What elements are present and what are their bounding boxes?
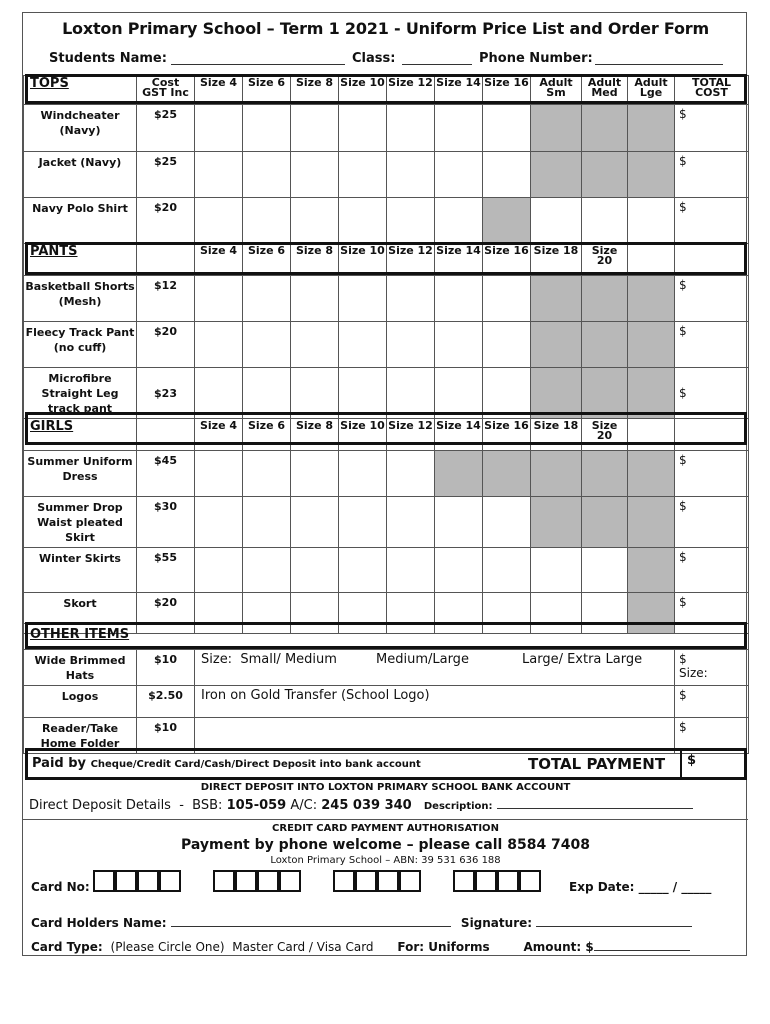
item-total[interactable]: $	[675, 718, 749, 754]
table-row	[24, 198, 749, 244]
other-items-table	[23, 623, 749, 754]
order-form	[22, 12, 747, 956]
table-row	[24, 368, 749, 419]
card-digit-box[interactable]	[399, 870, 421, 892]
item-total[interactable]: $	[675, 548, 749, 593]
qty-cell[interactable]	[435, 105, 483, 152]
qty-cell[interactable]	[435, 152, 483, 198]
size-header: Adult Med	[582, 76, 628, 105]
unavailable-cell	[628, 276, 675, 322]
qty-cell[interactable]	[387, 451, 435, 497]
item-total-value: $	[679, 652, 687, 666]
size-header: Size 4	[195, 76, 243, 105]
other-items-heading: OTHER ITEMS	[24, 624, 749, 650]
qty-cell[interactable]	[195, 276, 243, 322]
qty-cell[interactable]	[291, 451, 339, 497]
pants-heading: PANTS	[24, 244, 137, 276]
qty-cell[interactable]	[291, 152, 339, 198]
item-name: Reader/Take Home Folder	[24, 718, 137, 754]
size-header: Size 16	[483, 419, 531, 451]
blank-header	[628, 419, 675, 451]
qty-cell[interactable]	[387, 276, 435, 322]
unavailable-cell	[483, 451, 531, 497]
unavailable-cell	[628, 368, 675, 419]
unavailable-cell	[531, 152, 582, 198]
card-digit-box[interactable]	[279, 870, 301, 892]
size-header: Size 14	[435, 419, 483, 451]
girls-heading: GIRLS	[24, 419, 137, 451]
qty-cell[interactable]	[195, 497, 243, 548]
qty-cell[interactable]	[243, 322, 291, 368]
card-digit-box[interactable]	[519, 870, 541, 892]
total-payment-label: TOTAL PAYMENT	[528, 755, 666, 773]
payment-methods: Cheque/Credit Card/Cash/Direct Deposit into bank account	[90, 759, 421, 770]
table-row	[24, 686, 749, 718]
qty-cell[interactable]	[339, 548, 387, 593]
qty-cell[interactable]	[387, 198, 435, 244]
card-no-label: Card No:	[31, 880, 90, 894]
item-price: $12	[137, 276, 195, 322]
table-row	[24, 650, 749, 686]
credit-card-heading: CREDIT CARD PAYMENT AUTHORISATION	[272, 823, 499, 834]
qty-cell[interactable]	[339, 451, 387, 497]
qty-cell[interactable]	[387, 152, 435, 198]
qty-cell[interactable]	[339, 322, 387, 368]
unavailable-cell	[435, 451, 483, 497]
card-digit-box[interactable]	[355, 870, 377, 892]
divider	[23, 819, 748, 820]
table-row	[24, 152, 749, 198]
blank-header	[137, 244, 195, 276]
item-total[interactable]: $	[675, 322, 749, 368]
hat-size-option[interactable]: Large/ Extra Large	[522, 652, 643, 667]
size-header: Size 8	[291, 244, 339, 276]
qty-cell[interactable]	[195, 368, 243, 419]
unavailable-cell	[628, 322, 675, 368]
qty-cell[interactable]	[387, 548, 435, 593]
qty-cell[interactable]	[339, 276, 387, 322]
unavailable-cell	[531, 368, 582, 419]
item-price: $23	[137, 368, 195, 419]
qty-cell[interactable]	[243, 105, 291, 152]
ac-label: A/C:	[290, 798, 318, 813]
size-header: Size 4	[195, 419, 243, 451]
qty-cell[interactable]	[435, 497, 483, 548]
size-header: Size 14	[435, 76, 483, 105]
table-row	[24, 322, 749, 368]
class-label: Class:	[352, 51, 396, 66]
card-digit-box[interactable]	[377, 870, 399, 892]
qty-cell[interactable]	[582, 548, 628, 593]
item-name: Windcheater (Navy)	[24, 105, 137, 152]
qty-cell[interactable]	[435, 548, 483, 593]
item-name: Winter Skirts	[24, 548, 137, 593]
qty-cell[interactable]	[243, 152, 291, 198]
phone-field[interactable]	[595, 53, 723, 65]
blank-header	[675, 244, 749, 276]
size-header: Size 6	[243, 76, 291, 105]
unavailable-cell	[582, 152, 628, 198]
qty-cell[interactable]	[291, 276, 339, 322]
qty-cell[interactable]	[483, 497, 531, 548]
size-header: Size 6	[243, 244, 291, 276]
size-header: Size 20	[582, 419, 628, 451]
qty-cell[interactable]	[339, 368, 387, 419]
unavailable-cell	[582, 497, 628, 548]
bsb-number: 105-059	[226, 798, 287, 813]
card-digit-box[interactable]	[497, 870, 519, 892]
item-name: Jacket (Navy)	[24, 152, 137, 198]
account-number: 245 039 340	[321, 798, 412, 813]
item-total[interactable]: $	[675, 593, 749, 634]
qty-cell[interactable]	[582, 198, 628, 244]
size-header: Size 14	[435, 244, 483, 276]
paid-by-label	[32, 756, 421, 771]
unavailable-cell	[582, 322, 628, 368]
qty-cell[interactable]	[339, 105, 387, 152]
qty-cell[interactable]	[483, 548, 531, 593]
for-uniforms-label: For: Uniforms	[397, 940, 490, 954]
qty-cell[interactable]	[339, 152, 387, 198]
qty-cell[interactable]	[195, 322, 243, 368]
paid-by-text: Paid by	[32, 756, 87, 771]
card-digit-box[interactable]	[213, 870, 235, 892]
qty-cell[interactable]	[387, 497, 435, 548]
qty-cell[interactable]	[291, 368, 339, 419]
unavailable-cell	[531, 451, 582, 497]
hat-size-options	[195, 650, 675, 686]
item-name: Microfibre Straight Leg track pant	[24, 368, 137, 419]
item-total[interactable]: $	[675, 105, 749, 152]
description-field[interactable]	[497, 798, 693, 809]
total-cost-header: TOTAL COST	[675, 76, 749, 105]
signature-field[interactable]	[536, 916, 692, 927]
qty-cell[interactable]	[339, 198, 387, 244]
amount-label: Amount: $	[523, 940, 594, 954]
qty-cell[interactable]	[195, 152, 243, 198]
qty-cell[interactable]	[243, 276, 291, 322]
card-digit-box[interactable]	[453, 870, 475, 892]
item-price: $55	[137, 548, 195, 593]
exp-date[interactable]: Exp Date: _____ / _____	[569, 880, 712, 894]
qty-cell[interactable]	[531, 548, 582, 593]
tops-table	[23, 75, 749, 634]
size-header: Size 6	[243, 419, 291, 451]
item-price: $2.50	[137, 686, 195, 718]
deposit-details	[29, 798, 693, 813]
qty-cell[interactable]	[387, 105, 435, 152]
qty-cell[interactable]	[387, 322, 435, 368]
tops-heading: TOPS	[24, 76, 137, 105]
size-header: Size 12	[387, 244, 435, 276]
table-row	[24, 276, 749, 322]
qty-cell[interactable]	[195, 198, 243, 244]
unavailable-cell	[531, 105, 582, 152]
table-row	[24, 548, 749, 593]
phone-payment-line: Payment by phone welcome – please call 8584 7408	[180, 837, 591, 853]
qty-cell[interactable]	[195, 548, 243, 593]
unavailable-cell	[531, 276, 582, 322]
card-digit-box[interactable]	[257, 870, 279, 892]
qty-cell[interactable]	[531, 198, 582, 244]
item-total[interactable]: $	[675, 276, 749, 322]
item-price: $10	[137, 650, 195, 686]
blank-header	[628, 244, 675, 276]
qty-cell[interactable]	[195, 451, 243, 497]
qty-cell[interactable]	[243, 198, 291, 244]
size-header: Size 10	[339, 244, 387, 276]
qty-cell[interactable]	[387, 368, 435, 419]
qty-cell[interactable]	[291, 497, 339, 548]
item-total[interactable]: $	[675, 152, 749, 198]
qty-cell[interactable]	[291, 105, 339, 152]
item-name: Basketball Shorts (Mesh)	[24, 276, 137, 322]
hat-size-label: Size:	[679, 666, 708, 680]
qty-cell[interactable]	[435, 276, 483, 322]
size-header: Adult Sm	[531, 76, 582, 105]
unavailable-cell	[628, 451, 675, 497]
deposit-heading: DIRECT DEPOSIT INTO LOXTON PRIMARY SCHOOL BANK ACCOUNT	[200, 782, 571, 793]
item-name: Navy Polo Shirt	[24, 198, 137, 244]
qty-cell[interactable]	[243, 451, 291, 497]
qty-cell[interactable]	[435, 198, 483, 244]
card-holder-label: Card Holders Name:	[31, 916, 167, 930]
item-name: Summer Drop Waist pleated Skirt	[24, 497, 137, 548]
size-header: Size 20	[582, 244, 628, 276]
qty-cell[interactable]	[291, 322, 339, 368]
item-price: $20	[137, 593, 195, 634]
card-holder-row	[31, 916, 692, 930]
signature-label: Signature:	[460, 916, 533, 930]
item-name: Fleecy Track Pant (no cuff)	[24, 322, 137, 368]
students-name-label: Students Name:	[49, 51, 167, 66]
table-row	[24, 451, 749, 497]
unavailable-cell	[582, 451, 628, 497]
class-field[interactable]	[402, 53, 472, 65]
qty-cell[interactable]	[435, 368, 483, 419]
size-header: Size 10	[339, 76, 387, 105]
hat-size-option[interactable]: Size: Small/ Medium	[201, 652, 337, 667]
qty-cell[interactable]	[628, 198, 675, 244]
qty-cell[interactable]	[483, 368, 531, 419]
amount-field[interactable]	[594, 940, 690, 951]
item-price: $20	[137, 322, 195, 368]
item-price: $20	[137, 198, 195, 244]
unavailable-cell	[582, 368, 628, 419]
item-name: Skort	[24, 593, 137, 634]
card-type-label: Card Type:	[31, 940, 103, 954]
card-holder-field[interactable]	[171, 916, 451, 927]
item-price: $25	[137, 105, 195, 152]
description-label: Description:	[423, 801, 493, 812]
item-total[interactable]: $	[675, 497, 749, 548]
unavailable-cell	[483, 198, 531, 244]
size-header: Size 10	[339, 419, 387, 451]
blank-header	[675, 419, 749, 451]
abn-line: Loxton Primary School – ABN: 39 531 636 188	[270, 855, 501, 866]
form-title: Loxton Primary School – Term 1 2021 - Uniform Price List and Order Form	[62, 19, 709, 38]
unavailable-cell	[531, 322, 582, 368]
qty-cell[interactable]	[435, 322, 483, 368]
qty-cell[interactable]	[243, 368, 291, 419]
item-price: $45	[137, 451, 195, 497]
card-number-row	[31, 870, 741, 896]
item-name: Summer Uniform Dress	[24, 451, 137, 497]
size-header: Adult Lge	[628, 76, 675, 105]
table-row	[24, 105, 749, 152]
size-header: Size 12	[387, 76, 435, 105]
item-total[interactable]	[675, 650, 749, 686]
qty-cell[interactable]	[483, 105, 531, 152]
qty-cell[interactable]	[291, 198, 339, 244]
phone-label: Phone Number:	[479, 51, 593, 66]
size-header: Size 18	[531, 244, 582, 276]
total-payment-field[interactable]: $	[680, 748, 696, 780]
qty-cell[interactable]	[291, 548, 339, 593]
logo-description: Iron on Gold Transfer (School Logo)	[195, 686, 675, 718]
unavailable-cell	[531, 497, 582, 548]
payment-summary	[25, 748, 747, 780]
card-digit-box[interactable]	[159, 870, 181, 892]
cost-header: Cost GST Inc	[137, 76, 195, 105]
size-header: Size 12	[387, 419, 435, 451]
unavailable-cell	[582, 276, 628, 322]
card-digit-box[interactable]	[235, 870, 257, 892]
item-total[interactable]: $	[675, 686, 749, 718]
unavailable-cell	[628, 497, 675, 548]
qty-cell[interactable]	[483, 152, 531, 198]
card-digit-box[interactable]	[115, 870, 137, 892]
blank-header	[137, 419, 195, 451]
qty-cell[interactable]	[195, 105, 243, 152]
qty-cell[interactable]	[243, 497, 291, 548]
item-price: $30	[137, 497, 195, 548]
unavailable-cell	[628, 548, 675, 593]
item-price: $10	[137, 718, 195, 754]
size-header: Size 4	[195, 244, 243, 276]
hat-size-option[interactable]: Medium/Large	[376, 652, 469, 667]
item-name: Wide Brimmed Hats	[24, 650, 137, 686]
qty-cell[interactable]	[339, 497, 387, 548]
size-header: Size 18	[531, 419, 582, 451]
qty-cell[interactable]	[243, 548, 291, 593]
card-type-options[interactable]: (Please Circle One) Master Card / Visa Card	[110, 940, 374, 954]
item-price: $25	[137, 152, 195, 198]
size-header: Size 8	[291, 419, 339, 451]
table-row	[24, 497, 749, 548]
card-digit-box[interactable]	[333, 870, 355, 892]
item-name: Logos	[24, 686, 137, 718]
card-digit-box[interactable]	[475, 870, 497, 892]
qty-cell[interactable]	[483, 276, 531, 322]
card-digit-box[interactable]	[137, 870, 159, 892]
unavailable-cell	[628, 105, 675, 152]
qty-cell[interactable]	[483, 322, 531, 368]
deposit-label: Direct Deposit Details - BSB:	[29, 798, 223, 813]
item-total[interactable]: $	[675, 198, 749, 244]
size-header: Size 16	[483, 76, 531, 105]
unavailable-cell	[582, 105, 628, 152]
item-total[interactable]: $	[675, 368, 749, 419]
card-type-row	[31, 940, 690, 954]
item-total[interactable]: $	[675, 451, 749, 497]
students-name-field[interactable]	[171, 53, 345, 65]
unavailable-cell	[628, 152, 675, 198]
size-header: Size 8	[291, 76, 339, 105]
size-header: Size 16	[483, 244, 531, 276]
card-digit-box[interactable]	[93, 870, 115, 892]
